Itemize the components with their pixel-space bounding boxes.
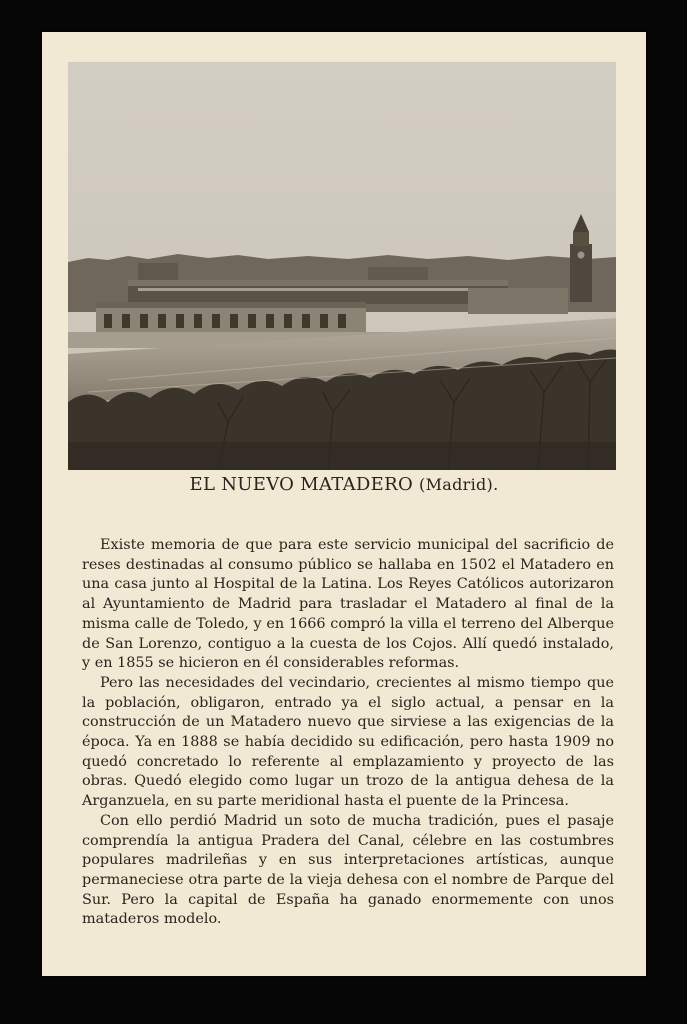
title-text: EL NUEVO MATADERO: [189, 474, 413, 495]
paragraph: Pero las necesidades del vecindario, crecientes al mismo tiempo que la población, obligaron, entrado ya el siglo actual, a pensar en la construcción de un Matadero nuevo que sirviese a las exigencias de la época. Ya en 1888 se había decidido su edificación, pero hasta 1909 no quedó concretado lo referente al emplazamiento y proyecto de las obras. Quedó elegido como lugar un trozo de la antigua dehesa de la Arganzuela, en su parte meridional hasta el puente de la Princesa.: [82, 674, 614, 810]
paragraph: Con ello perdió Madrid un soto de mucha tradición, pues el pasaje comprendía la antigua Pradera del Canal, célebre en las costumbres populares madrileñas y en sus interpretaciones artísticas, aunque permaneciese otra parte de la vieja dehesa con el nombre de Parque del Sur. Pero la capital de España ha ganado enormemente con unos mataderos modelo.: [82, 812, 614, 928]
body-text: [82, 536, 614, 930]
paragraph: Existe memoria de que para este servicio municipal del sacrificio de reses destinadas al consumo público se hallaba en 1502 el Matadero en una casa junto al Hospital de la Latina. Los Reyes Católicos autorizaron al Ayuntamiento de Madrid para trasladar el Matadero al final de la misma calle de Toledo, y en 1666 compró la villa el terreno del Alberque de San Lorenzo, contiguo a la cuesta de los Cojos. Allí quedó instalado, y en 1855 se hicieron en él considerables reformas.: [82, 537, 614, 672]
photo-illustration: [68, 62, 616, 470]
matadero-photograph: [68, 62, 616, 470]
title-location: (Madrid).: [419, 475, 499, 494]
postcard: [42, 32, 646, 976]
page-title: [42, 474, 646, 495]
